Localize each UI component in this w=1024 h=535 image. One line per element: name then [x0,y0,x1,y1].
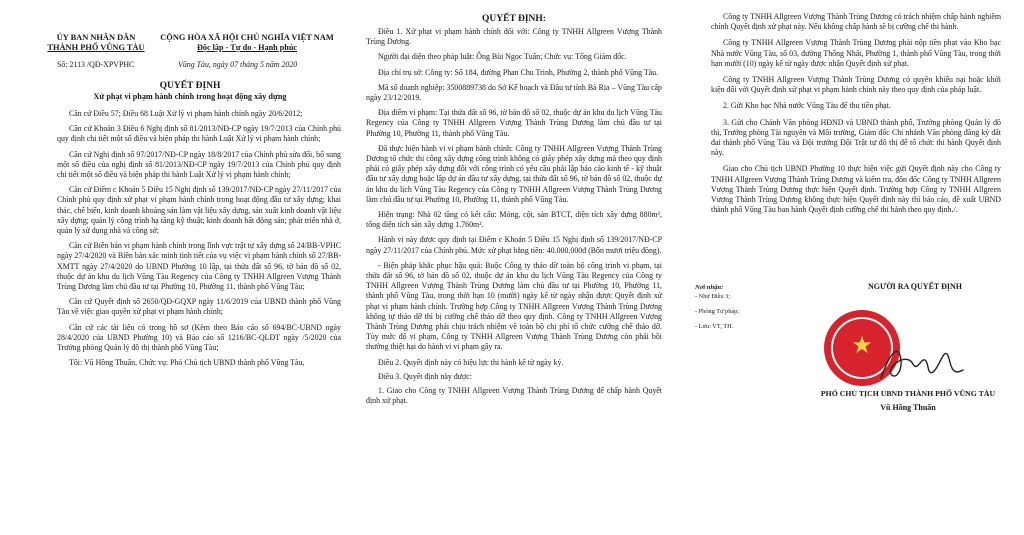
issuing-agency-header [40,33,152,53]
paragraph: 1. Giao cho Công ty TNHH Allgreen Vượng Thành Trùng Dương để chấp hành Quyết định xử phạt. [366,386,662,406]
signature-block [815,282,1015,292]
paragraph: Hiện trạng: Nhà 02 tầng có kết cấu: Móng, cột, sàn BTCT, diện tích xây dựng 880m², tổng diện tích sàn xây dựng 1.760m². [366,210,662,230]
decision-heading: QUYẾT ĐỊNH: [482,14,546,24]
place-and-date: Vũng Tàu, ngày 07 tháng 5 năm 2020 [178,60,298,69]
agency-line-1: ỦY BAN NHÂN DÂN [56,33,136,42]
decision-subtitle: Xử phạt vi phạm hành chính trong hoạt động xây dựng [93,92,287,101]
paragraph: Căn cứ Điểm c Khoản 5 Điều 15 Nghị định số 139/2017/NĐ-CP ngày 27/11/2017 của Chính phủ quy định xử phạt vi phạm hành chính trong hoạt động đầu tư xây dựng; khai thác, chế biến, kinh doanh khoáng sản làm vật liệu xây dựng, sản xuất kinh doanh vật liệu xây dựng; quản lý công trình hạ tầng kỹ thuật; kinh doanh bất động sản; phát triển nhà ở, quản lý sử dụng nhà và công sở; [57,185,341,236]
signer-name: Vũ Hồng Thuấn [880,403,936,413]
official-seal-icon: ★ [824,310,900,386]
decision-title: QUYẾT ĐỊNH [159,81,221,91]
paragraph: Địa chỉ trụ sở: Công ty: Số 184, đường Phan Chu Trinh, Phường 2, thành phố Vũng Tàu. [378,67,659,77]
paragraph: Mã số doanh nghiệp: 3500889738 do Sở Kế hoạch và Đầu tư tỉnh Bà Rịa – Vũng Tàu cấp ngày 23/12/2019. [366,82,662,103]
paragraph: Đã thực hiện hành vi vi phạm hành chính: Công ty TNHH Allgreen Vượng Thành Trùng Dương tổ chức thi công xây dựng công trình không có giấy phép xây dựng mà theo quy định phải có giấy phép xây dựng đối với công trình có yêu cầu phải lập báo cáo kinh tế - kỹ thuật đầu tư xây dựng hoặc lập dự án đầu tư xây dựng, tại thửa đất số 96, tờ bản đồ số 02, thuộc dự án khu du lịch Vũng Tàu Regency của Công ty TNHH Allgreen Vượng Thành Trùng Dương làm chủ đầu tư tại Phường 10, Phường 11, thành phố Vũng Tàu. [366,143,662,204]
recipient-item: - Lưu: VT, TH. [695,323,734,330]
document-page-2 [345,0,685,535]
paragraph: Căn cứ Nghị định số 97/2017/NĐ-CP ngày 18/8/2017 của Chính phủ sửa đổi, bổ sung một số điều của nghị định số 81/2013/NĐ-CP ngày 19/7/2013 của Chính phủ quy định chi tiết một số điều và biện pháp thi hành Luật Xử lý vi phạm hành chính; [57,149,341,180]
recipient-item: - Phòng Tư pháp; [695,308,740,315]
paragraph: Giao cho Chủ tịch UBND Phường 10 thực hiện việc gửi Quyết định này cho Công ty TNHH Allgreen Vượng Thành Trùng Dương và kiểm tra, đôn đốc Công ty TNHH Allgreen Vượng Thành Trùng Dương thực hiện Quyết định. Trường hợp Công ty TNHH Allgreen Vượng Thành Trùng Dương không thực hiện Quyết định này thì báo cáo, đề xuất UBND thành phố Vũng Tàu ban hành Quyết định cưỡng chế thi hành theo quy định./. [711,164,1001,215]
paragraph: Công ty TNHH Allgreen Vượng Thành Trùng Dương phải nộp tiền phạt vào Kho bạc Nhà nước Vũng Tàu, số 03, đường Thống Nhất, Phường 1, thành phố Vũng Tàu, trong thời hạn mười (10) ngày kể từ ngày được nhận Quyết định xử phạt. [711,38,1001,68]
legal-basis-section [57,109,341,368]
paragraph: Tôi: Vũ Hồng Thuấn, Chức vụ: Phó Chủ tịch UBND thành phố Vũng Tàu, [69,358,305,368]
paragraph: 2. Gửi Kho bạc Nhà nước Vũng Tàu để thu tiền phạt. [723,101,891,111]
national-motto-header [152,33,342,53]
paragraph: Hành vi này được quy định tại Điểm c Khoản 5 Điều 15 Nghị định số 139/2017/NĐ-CP ngày 27/11/2017 của Chính phủ. Mức xử phạt bằng tiền: 40.000.000đ (Bốn mươi triệu đồng). [366,235,662,255]
paragraph: Căn cứ Khoản 3 Điều 6 Nghị định số 81/2013/NĐ-CP ngày 19/7/2013 của Chính phủ quy định chi tiết một số điều và biện pháp thi hành Luật Xử lý vi phạm hành chính; [57,124,341,144]
paragraph: Điều 2. Quyết định này có hiệu lực thi hành kể từ ngày ký. [378,357,564,367]
paragraph: Điều 3. Quyết định này được: [378,371,472,381]
paragraph: Căn cứ Điều 57; Điều 68 Luật Xử lý vi phạm hành chính ngày 20/6/2012; [69,109,303,118]
paragraph: Người đại diện theo pháp luật: Ông Bùi Ngọc Tuấn; Chức vụ: Tổng Giám đốc. [378,52,627,62]
document-number: Số: 2113 /QĐ-XPVPHC [57,60,135,69]
document-page-3 [685,0,1024,535]
recipients-title: Nơi nhận: [695,284,724,291]
document-page-1 [0,0,345,535]
paragraph: Địa điểm vi phạm: Tại thửa đất số 96, tờ bản đồ số 02, thuộc dự án khu du lịch Vũng Tàu Regency của Công ty TNHH Allgreen Vượng Thành Trùng Dương làm chủ đầu tư tại Phường 10, Phường 11, thành phố Vũng Tàu. [366,108,662,138]
paragraph: Căn cứ Biên bản vi phạm hành chính trong lĩnh vực trật tự xây dựng số 24/BB-VPHC ngày 27/4/2020 và Biên bản xác minh tình tiết của vụ việc vi phạm hành chính số 27/BB-XMTT ngày 27/4/2020 do UBND Phường 10 lập, tại thửa đất số 96, tờ bản đồ số 02, thuộc dự án khu du lịch Vũng Tàu Regency của Công ty TNHH Allgreen Vượng Thành Trùng Dương làm chủ đầu tư tại Phường 10, Phường 11, thành phố Vũng Tàu; [57,241,341,292]
nation-line-2: Độc lập - Tự do - Hạnh phúc [196,43,298,52]
paragraph: Căn cứ Quyết định số 2650/QĐ-GQXP ngày 11/6/2019 của UBND thành phố Vũng Tàu về việc giao quyền xử phạt vi phạm hành chính; [57,297,341,317]
paragraph: Công ty TNHH Allgreen Vượng Thành Trùng Dương có trách nhiệm chấp hành nghiêm chỉnh Quyết định xử phạt này. Nếu không chấp hành sẽ bị cưỡng chế thi hành. [711,12,1001,32]
agency-line-2: THÀNH PHỐ VŨNG TÀU [47,43,145,52]
paragraph: Điều 1. Xử phạt vi phạm hành chính đối với: Công ty TNHH Allgreen Vượng Thành Trùng Dương. [366,27,662,47]
handwritten-signature-icon [877,330,967,390]
paragraph: 3. Gửi cho Chánh Văn phòng HĐND và UBND thành phố, Trưởng phòng Quản lý đô thị, Trưởng phòng Tài nguyên và Môi trường, Giám đốc Chi nhánh Văn phòng đăng ký đất đai thành phố Vũng Tàu và Đội trưởng Đội Trật tự đô thị để tổ chức thi hành Quyết định này. [711,117,1001,158]
recipients-block [695,283,805,331]
paragraph: - Biện pháp khắc phục hậu quả: Buộc Công ty tháo dỡ toàn bộ công trình vi phạm, tại thửa đất số 96, tờ bản đồ số 02, thuộc dự án khu du lịch Vũng Tàu Regency của Công ty TNHH Allgreen Vượng Thành Trùng Dương làm chủ đầu tư tại Phường 10, Phường 11, thành phố Vũng Tàu, trong thời hạn 10 (mười) ngày kể từ ngày nhận được Quyết định xử phạt vi phạm hành chính. Trường hợp Công ty TNHH Allgreen Vượng Thành Trùng Dương không tự tháo dỡ thì bị cưỡng chế tháo dỡ theo quy định. Công ty TNHH Allgreen Vượng Thành Trùng Dương phải chịu trách nhiệm về toàn bộ chi phí tổ chức cưỡng chế tháo dỡ. Tùy mức độ vi phạm, Công ty TNHH Allgreen Vượng Thành Trùng Dương còn phải bồi thường thiệt hại do hành vi vi phạm gây ra. [366,260,662,352]
signer-position: PHÓ CHỦ TỊCH UBND THÀNH PHỐ VŨNG TÀU [820,389,996,398]
paragraph: Căn cứ các tài liệu có trong hồ sơ (Kèm theo Báo cáo số 694/BC-UBND ngày 28/4/2020 của UBND Phường 10) và Báo cáo số 1216/BC-QLĐT ngày /5/2020 của Trưởng phòng Quản lý đô thị thành phố Vũng Tàu; [57,322,341,353]
nation-line-1: CỘNG HÒA XÃ HỘI CHỦ NGHĨA VIỆT NAM [160,33,334,42]
signer-role-title: NGƯỜI RA QUYẾT ĐỊNH [867,282,962,291]
recipient-item: - Như Điều 3; [695,293,731,300]
paragraph: Công ty TNHH Allgreen Vượng Thành Trùng Dương có quyền khiếu nại hoặc khởi kiện đối với Quyết định xử phạt vi phạm hành chính này theo quy định của pháp luật. [711,75,1001,95]
